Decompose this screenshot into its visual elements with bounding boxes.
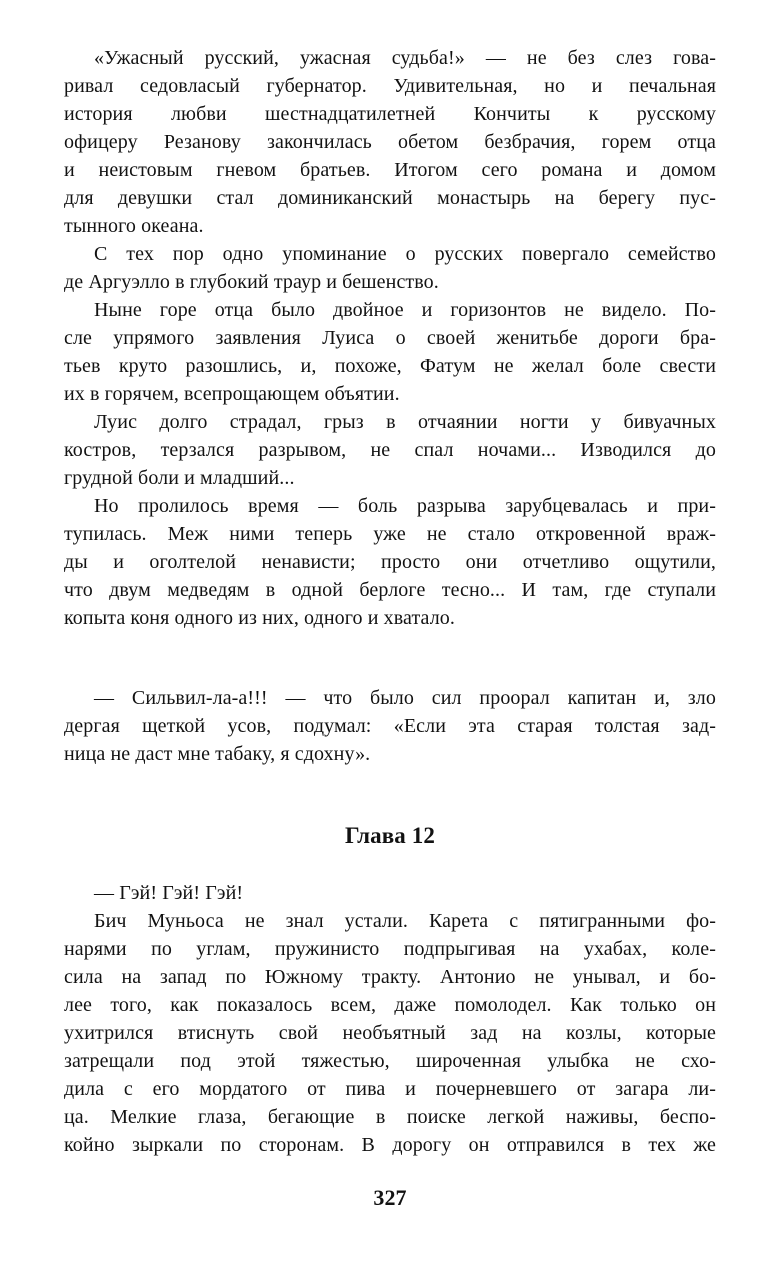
text-line: тьев круто разошлись, и, похоже, Фатум не желал боле свести [64, 355, 716, 377]
heading-gap [64, 851, 716, 879]
text-line: что двум медведям в одной берлоге тесно... И там, где ступали [64, 579, 716, 601]
text-column [64, 0, 716, 1212]
text-line: Бич Муньоса не знал устали. Карета с пятигранными фо- [94, 910, 716, 932]
text-line: Но пролилось время — боль разрыва зарубцевалась и при- [94, 495, 716, 517]
text-line: сила на запад по Южному тракту. Антонио не унывал, и бо- [64, 966, 716, 988]
text-line: офицеру Резанову закончилась обетом безбрачия, горем отца [64, 131, 716, 153]
text-line: грудной боли и младший... [64, 467, 295, 489]
text-line: Ныне горе отца было двойное и горизонтов не видело. По- [94, 299, 716, 321]
paragraph-dialogue [64, 684, 716, 768]
paragraph-dialogue [64, 879, 716, 907]
text-line: сле упрямого заявления Луиса о своей женитьбе дороги бра- [64, 327, 716, 349]
text-line: С тех пор одно упоминание о русских повергало семейство [94, 243, 716, 265]
paragraph [64, 44, 716, 240]
text-line: ница не даст мне табаку, я сдохну». [64, 743, 371, 765]
text-line: ривал седовласый губернатор. Удивительная, но и печальная [64, 75, 716, 97]
text-line: история любви шестнадцатилетней Кончиты к русскому [64, 103, 716, 125]
paragraph [64, 240, 716, 296]
paragraph [64, 492, 716, 632]
paragraph [64, 907, 716, 1159]
text-line: ца. Мелкие глаза, бегающие в поиске легкой наживы, беспо- [64, 1106, 716, 1128]
text-line: ухитрился втиснуть свой необъятный зад на козлы, которые [64, 1022, 716, 1044]
paragraph [64, 296, 716, 408]
chapter-heading: Глава 12 [345, 823, 435, 848]
text-line: и неистовым гневом братьев. Итогом сего романа и домом [64, 159, 716, 181]
text-line: лее того, как показалось всем, даже помолодел. Как только он [64, 994, 716, 1016]
text-line: для девушки стал доминиканский монастырь на берегу пус- [64, 187, 716, 209]
page-number: 327 [373, 1185, 407, 1210]
text-line: тупилась. Меж ними теперь уже не стало откровенной враж- [64, 523, 716, 545]
text-line: копыта коня одного из них, одного и хватало. [64, 607, 455, 629]
text-line: тынного океана. [64, 215, 204, 237]
text-line: затрещали под этой тяжестью, широченная улыбка не схо- [64, 1050, 716, 1072]
text-line: «Ужасный русский, ужасная судьба!» — не без слез гова- [94, 47, 716, 69]
text-line: их в горячем, всепрощающем объятии. [64, 383, 400, 405]
text-line: ды и оголтелой ненависти; просто они отчетливо ощутили, [64, 551, 716, 573]
text-line: Луис долго страдал, грыз в отчаянии ногти у бивуачных [94, 411, 716, 433]
text-line: дила с его мордатого от пива и почерневшего от загара ли- [64, 1078, 716, 1100]
text-line: койно зыркали по сторонам. В дорогу он отправился в тех же [64, 1134, 716, 1156]
text-line: нарями по углам, пружинисто подпрыгивая на ухабах, коле- [64, 938, 716, 960]
paragraph [64, 408, 716, 492]
text-line: де Аргуэлло в глубокий траур и бешенство. [64, 271, 439, 293]
text-line: — Гэй! Гэй! Гэй! [94, 882, 244, 904]
text-line: — Сильвил-ла-а!!! — что было сил проорал капитан и, зло [94, 687, 716, 709]
scene-break [64, 632, 716, 684]
text-line: костров, терзался разрывом, не спал ночами... Изводился до [64, 439, 716, 461]
text-line: дергая щеткой усов, подумал: «Если эта старая толстая зад- [64, 715, 716, 737]
